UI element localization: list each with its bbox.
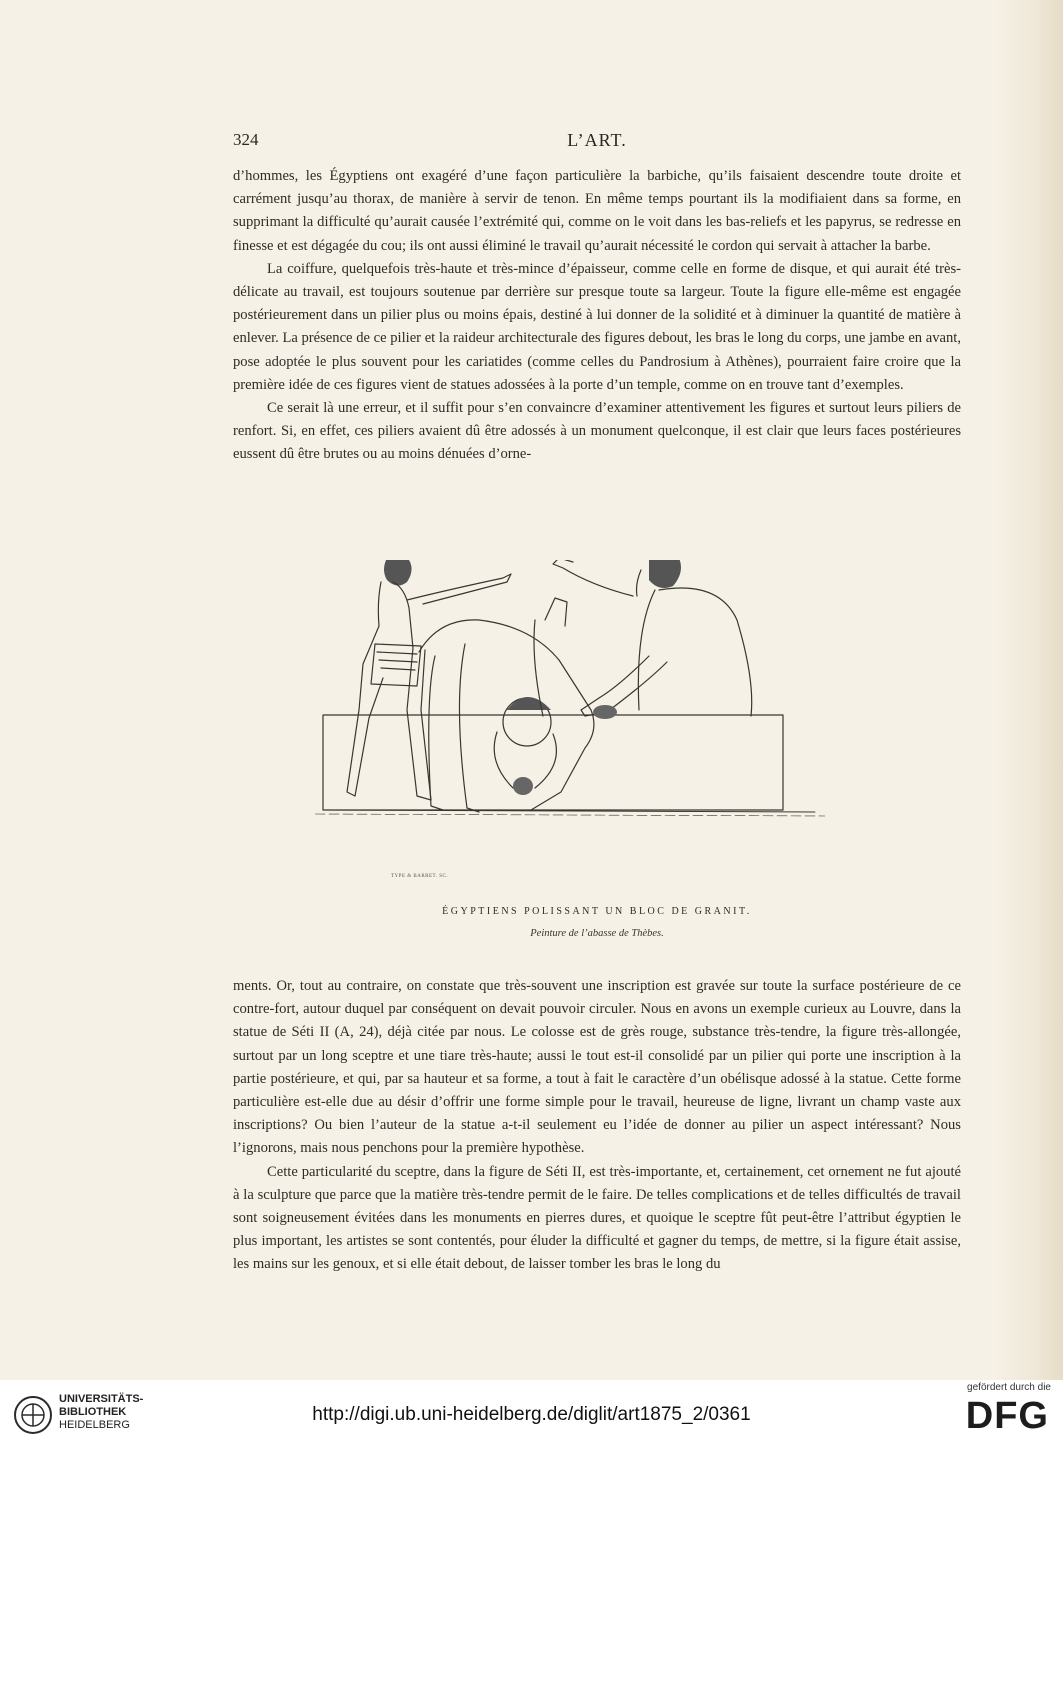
- dfg-logo[interactable]: DFG: [965, 1395, 1049, 1437]
- text-block-top: [233, 165, 961, 467]
- page-edge: [993, 0, 1063, 1380]
- engraver-signature: TYPE & BARRET. SC.: [391, 874, 449, 879]
- paragraph: d’hommes, les Égyptiens ont exagéré d’une façon particulière la barbiche, qu’ils faisaient descendre toute droite et carrément jusqu’au thorax, de manière à servir de tenon. En même temps pourtant ils la modifiaient dans sa forme, en supprimant la difficulté qu’aurait causée l’extrémité qui, comme on le voit dans les bas-reliefs et les papyrus, se redresse en finesse et est dégagée du cou; ils ont aussi éliminé le travail qu’aurait nécessité le cordon qui servait à attacher la barbe.: [233, 168, 961, 254]
- engraving-illustration: [315, 560, 875, 892]
- granite-block: [323, 715, 783, 810]
- permalink-url[interactable]: http://digi.ub.uni-heidelberg.de/diglit/art1875_2/0361: [312, 1404, 751, 1425]
- paragraph: ments. Or, tout au contraire, on constate que très-souvent une inscription est gravée sur toute la surface postérieure de ce contre-fort, autour duquel par conséquent on devait pouvoir circuler. Nous en avons un exemple curieux au Louvre, dans la statue de Séti II (A, 24), déjà citée par nous. Le colosse est de grès rouge, substance très-tendre, la figure très-allongée, surtout par un long sceptre et une tiare très-haute; aussi le tout est-il consolidé par un pilier qui porte une inscription à la partie postérieure, et qui, par sa hauteur et sa forme, a tout à fait le caractère d’un obélisque adossé à la statue. Cette forme particulière est-elle due au désir d’offrir une forme simple pour le travail, heureuse de ligne, livrant un champ vaste aux inscriptions? Ou bien l’auteur de la statue a-t-il seulement eu l’idée de donner au pilier un aspect intéressant? Nous l’ignorons, mais nous penchons pour la première hypothèse.: [233, 978, 961, 1157]
- paragraph: Cette particularité du sceptre, dans la figure de Séti II, est très-importante, et, certainement, cet ornement ne fut ajouté à la sculpture que parce que la matière très-tendre permit de le faire. De telles complications et de telles difficultés de travail sont soigneusement évitées dans les monuments en pierres dures, et quoique le sceptre fût peut-être l’attribut égyptien le plus important, les artistes se sont contentés, pour éluder la difficulté et gagner du temps, de mettre, si la figure était assise, les mains sur les genoux, et si elle était debout, de laisser tomber les bras le long du: [233, 1163, 961, 1273]
- figure-caption-subtitle: Peinture de l’abasse de Thèbes.: [530, 928, 664, 939]
- running-title: L’ART.: [567, 130, 627, 150]
- page-number: 324: [233, 130, 259, 149]
- library-name-line: UNIVERSITÄTS-: [59, 1393, 144, 1405]
- library-name-line: HEIDELBERG: [59, 1419, 130, 1431]
- figure-caption-title: ÉGYPTIENS POLISSANT UN BLOC DE GRANIT.: [442, 906, 752, 917]
- paragraph: Ce serait là une erreur, et il suffit pour s’en convaincre d’examiner attentivement les figures et surtout leurs piliers de renfort. Si, en effet, ces piliers avaient dû être adossés à un monument quelconque, il est clair que leurs faces postérieures eussent dû être brutes ou au moins dénuées d’orne-: [233, 400, 961, 463]
- funded-by-label: gefördert durch die: [967, 1382, 1051, 1393]
- library-name-line: BIBLIOTHEK: [59, 1406, 127, 1418]
- text-block-bottom: [233, 975, 961, 1277]
- engraving-figure: [315, 560, 875, 892]
- bending-figure: [419, 620, 594, 812]
- seated-figure: [534, 560, 752, 719]
- page-header: [233, 130, 961, 154]
- paragraph: La coiffure, quelquefois très-haute et très-mince d’épaisseur, comme celle en forme de disque, et qui aurait été très-délicate au travail, est toujours soutenue par derrière sur presque toute sa largeur. Toute la figure elle-même est engagée postérieurement dans un pilier plus ou moins épais, destiné à lui donner de la solidité et à diminuer la quantité de matière à enlever. La présence de ce pilier et la raideur architecturale des figures debout, les bras le long du corps, une jambe en avant, pose adoptée le plus souvent pour les cariatides (comme celles du Pandrosium à Athènes), pourraient faire croire que la première idée de ces figures vient de statues adossées à la porte d’un temple, comme on en trouve tant d’exemples.: [233, 260, 961, 393]
